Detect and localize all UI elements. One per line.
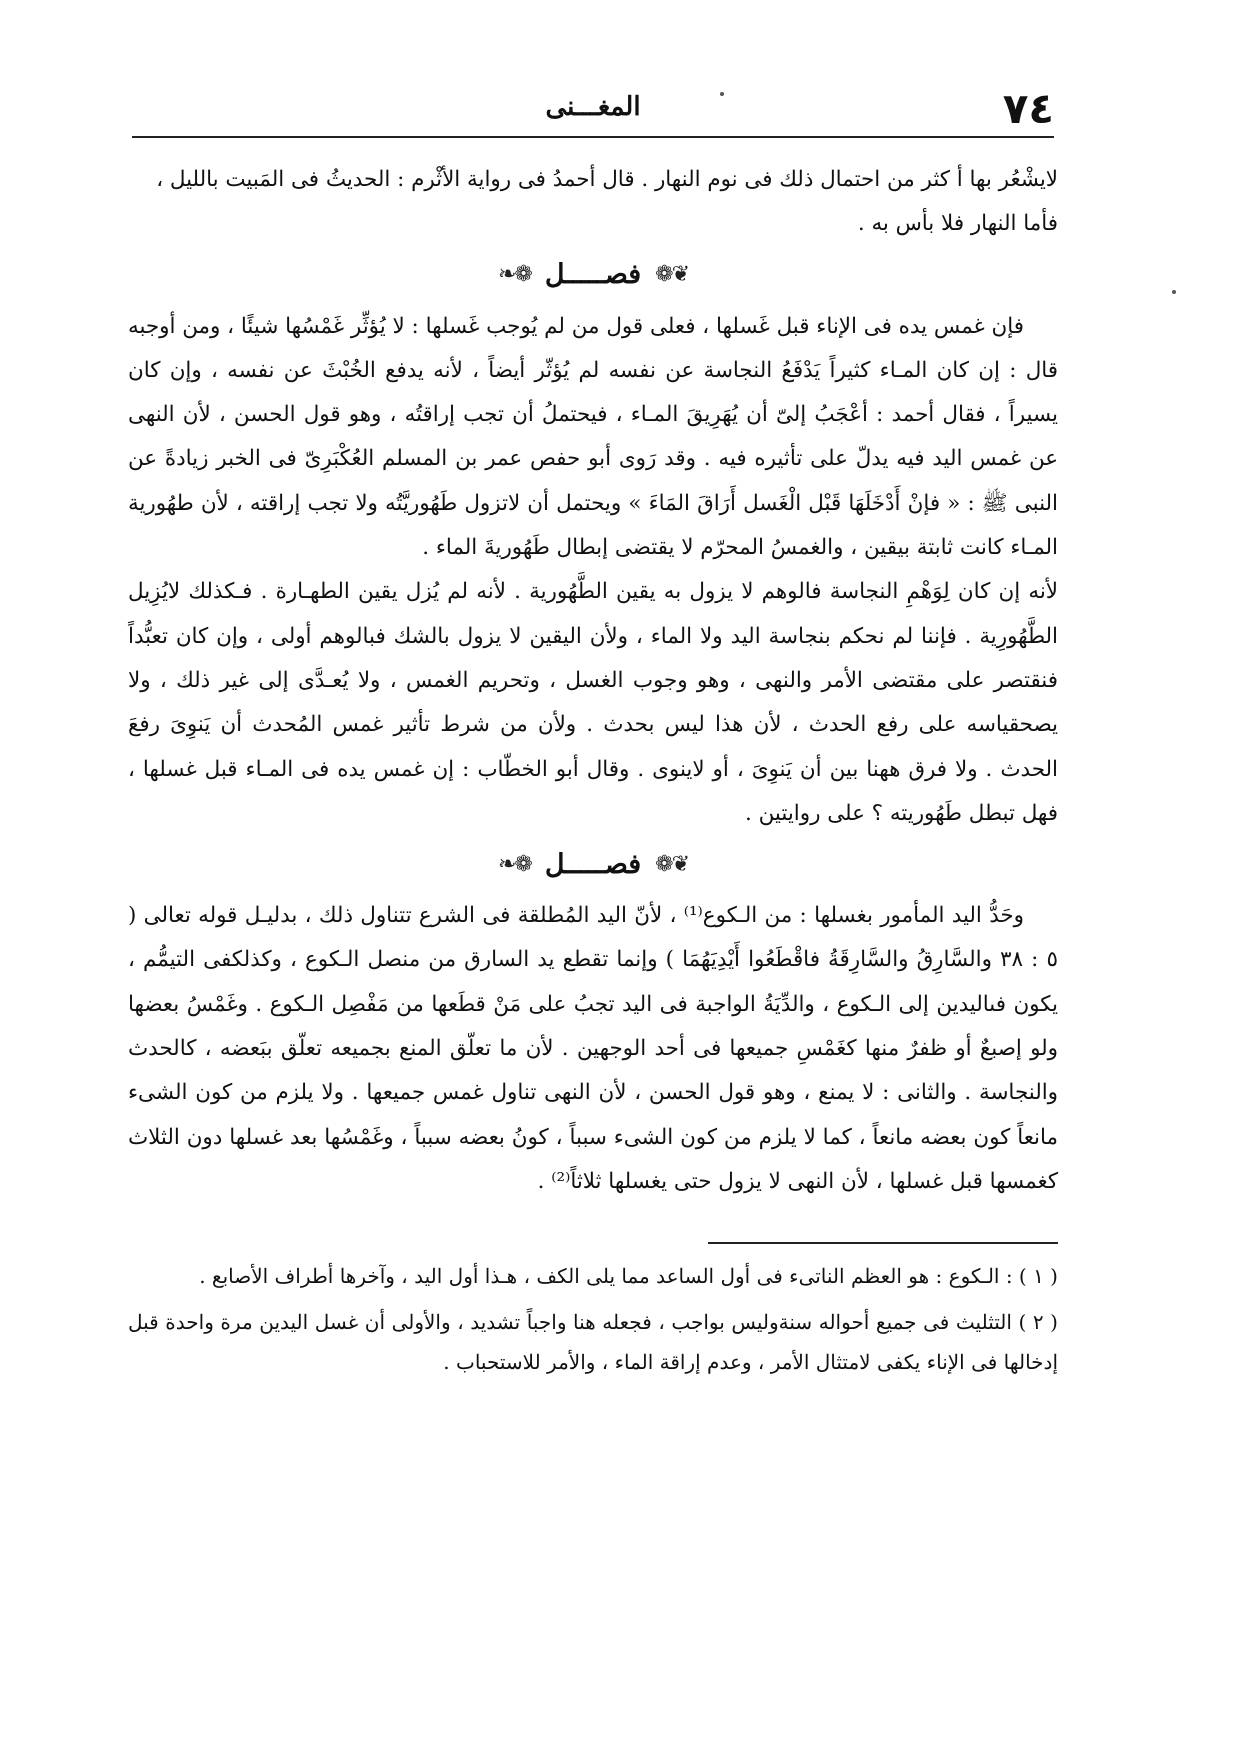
print-speck — [1172, 290, 1176, 294]
ornament-icon: ❁❧ — [497, 852, 531, 877]
paragraph-line: لايشْعُر بها أ كثر من احتمال ذلك فى نوم النهار . قال أحمدُ فى رواية الأثْرم : الحديثُ فى المَبيت بالليل ، — [156, 167, 1058, 192]
section-divider — [128, 836, 1058, 894]
running-title: المغـــنى — [545, 92, 641, 122]
ornament-icon: ❦❁ — [655, 262, 689, 288]
paragraph: لأنه إن كان لِوَهْمِ النجاسة فالوهم لا يزول به يقين الطَّهُورية . لأنه لم يُزل يقين الطهـارة . فـكذلك لايُزِيل الطَّهُورِية . فإننا لم نحكم بنجاسة اليد ولا الماء ، ولأن اليقين لا يزول بالشك فبالوهم أولى ، وإن كان تعبُّداً فنقتصر على مقتضى الأمر والنهى ، وهو وجوب الغسل ، وتحريم الغمس ، ولا يُعـدَّى إلى غير ذلك ، ولا يصحقياسه على رفع الحدث ، لأن هذا ليس بحدث . ولأن من شرط تأثير غمس المُحدث أن يَنوِىَ رفعَ الحدث . ولا فرق ههنا بين أن يَنوِىَ ، أو لاينوى . وقال أبو الخطّاب : إن غمس يده فى المـاء قبل غسلها ، فهل تبطل طَهُوريته ؟ على روايتين . — [128, 579, 1058, 826]
section-title: فصـــــل — [544, 849, 642, 880]
paragraph-line: فأما النهار فلا بأس به . — [857, 211, 1058, 237]
footnotes — [128, 1256, 1058, 1388]
section-title: فصـــــل — [544, 259, 642, 291]
paragraph: وحَدُّ اليد المأمور بغسلها : من الـكوع⁽¹⁾ ، لأنّ اليد المُطلقة فى الشرع تتناول ذلك ، بدليـل قوله تعالى ( ٥ : ٣٨ والسَّارِقُ والسَّارِقَةُ فاقْطَعُوا أَيْدِيَهُمَا ) وإنما تقطع يد السارق من منصل الـكوع ، وكذلكفى التيمُّم ، يكون فىاليدين إلى الـكوع ، والدِّيَةُ الواجبة فى اليد تجبُ على مَنْ قطَعها من مَفْصِل الـكوع . وغَمْسُ بعضها ولو إصبعٌ أو ظفرٌ منها كغَمْسِ جميعها فى أحد الوجهين . لأن ما تعلّق المنع بجميعه تعلّق ببَعضه ، كالحدث والنجاسة . والثانى : لا يمنع ، وهو قول الحسن ، لأن النهى تناول غمس جميعها . ولا يلزم من كون الشىء مانعاً كون بعضه مانعاً ، كما لا يلزم من كون الشىء سبباً ، كونُ بعضه سبباً ، وغَمْسُها بعد غسلها دون الثلاث كغمسها قبل غسلها ، لأن النهى لا يزول حتى يغسلها ثلاثاً⁽²⁾ . — [128, 903, 1058, 1194]
footnote-rule — [708, 1242, 1058, 1244]
print-speck — [720, 92, 724, 96]
page-header — [132, 78, 1054, 134]
page-number: ٧٤ — [1002, 84, 1054, 133]
footnote-2: ( ٢ ) التثليث فى جميع أحواله سنةوليس بواجب ، فجعله هنا واجباً تشديد ، والأولى أن غسل اليدين مرة واحدة قبل إدخالها فى الإناء يكفى لامتثال الأمر ، وعدم إراقة الماء ، والأمر للاستحباب . — [128, 1310, 1058, 1374]
footnote-1: ( ١ ) : الـكوع : هو العظم الناتىء فى أول الساعد مما يلى الكف ، هـذا أول اليد ، وآخرها أطراف الأصابع . — [199, 1264, 1058, 1288]
ornament-icon: ❁❧ — [497, 262, 531, 288]
main-text — [128, 158, 1058, 1204]
paragraph: فإن غمس يده فى الإناء قبل غَسلها ، فعلى قول من لم يُوجب غَسلها : لا يُؤثِّر غَمْسُها شيئًا ، ومن أوجبه قال : إن كان المـاء كثيراً يَدْفَعُ النجاسة عن نفسه لم يُؤثّر أيضاً ، لأنه يدفع الخُبْثَ عن نفسه ، وإن كان يسيراً ، فقال أحمد : أعْجَبُ إلىّ أن يُهَرِيقَ المـاء ، فيحتملُ أن تجب إراقتُه ، وهو قول الحسن ، لأن النهى عن غمس اليد فيه يدلّ على تأثيره فيه . وقد رَوى أبو حفص عمر بن المسلم العُكْبَرِىّ فى الخبر زيادةً عن النبى ﷺ : « فإنْ أَدْخَلَهَا قَبْل الْغَسل أَرَاقَ المَاءَ » ويحتمل أن لاتزول طَهُوريَّتُه ولا تجب إراقته ، لأن طهُورية المـاء كانت ثابتة بيقين ، والغمسُ المحرّم لا يقتضى إبطال طَهُوريةَ الماء . — [128, 313, 1058, 561]
section-divider — [128, 247, 1058, 305]
ornament-icon: ❦❁ — [655, 852, 689, 877]
header-rule — [132, 136, 1054, 138]
